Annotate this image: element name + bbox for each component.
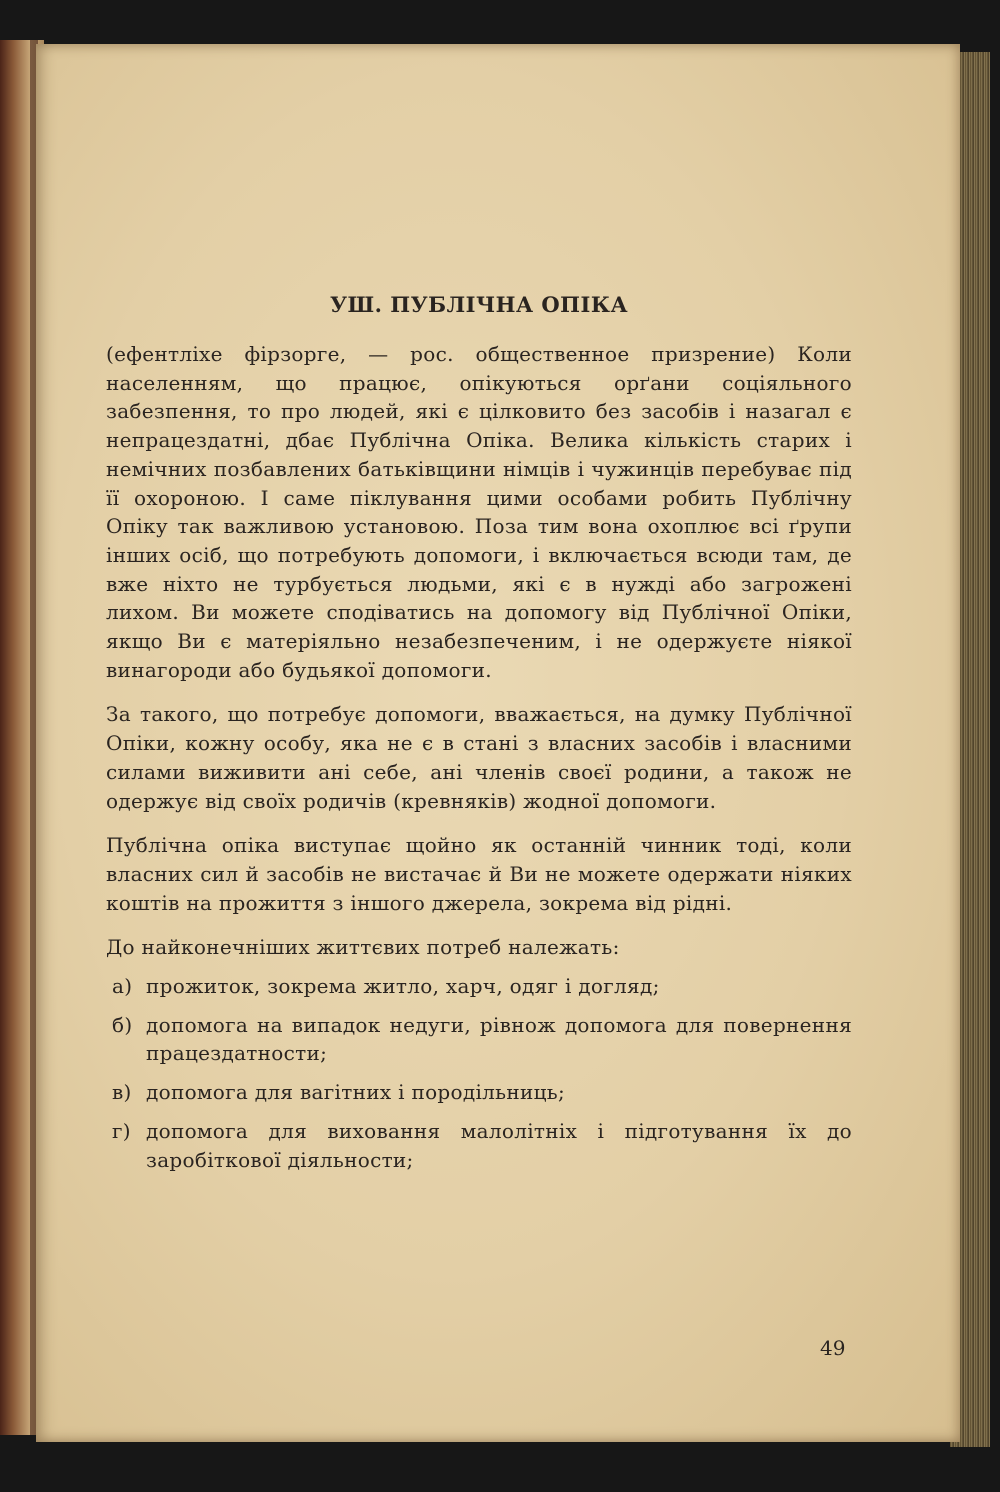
paragraph-eligibility: За такого, що потребує допомоги, вважається, на думку Публічної Опіки, кожну особу, яка не є в стані з власних засобів і власними силами виживити ані себе, ані членів своєї родини, а також не одержує від своїх родичів (кревняків) жодної допомоги. [106, 702, 852, 813]
list-item-text: допомога для виховання малолітніх і підготування їх до заробіткової діяльности; [146, 1118, 852, 1172]
list-item-text: допомога на випадок недуги, рівнож допомога для повернення працездатности; [146, 1012, 852, 1066]
list-item [106, 972, 852, 1001]
list-item-text: прожиток, зокрема житло, харч, одяг і догляд; [146, 974, 660, 999]
chapter-title: УШ. ПУБЛІЧНА ОПІКА [329, 292, 629, 317]
list-item-text: допомога для вагітних і породільниць; [146, 1080, 566, 1105]
paragraph-last-resort: Публічна опіка виступає щойно як останній чинник тоді, коли власних сил й засобів не вистачає й Ви не можете одержати ніяких коштів на прожиття з іншого джерела, зокрема від рідні. [106, 833, 852, 915]
list-item [106, 1011, 852, 1068]
list-marker: г) [112, 1118, 131, 1143]
paragraph-needs-intro: До найконечніших життєвих потреб належать: [106, 935, 620, 960]
list-item [106, 1117, 852, 1174]
list-marker: в) [112, 1080, 132, 1105]
list-marker: б) [112, 1012, 133, 1037]
book-page [36, 44, 960, 1442]
list-marker: а) [112, 974, 133, 999]
page-number: 49 [820, 1336, 846, 1360]
needs-list [106, 972, 852, 1174]
page-content [106, 292, 852, 1184]
paragraph-intro: (ефентліхе фірзорге, — рос. общественное призрение) Коли населенням, що працює, опікуються орґани соціяльного забезпення, то про людей, які є цілковито без засобів і назагал є непрацездатні, дбає Публічна Опіка. Велика кількість старих і немічних позбавлених батьківщини німців і чужинців перебуває під її охороною. І саме піклування цими особами робить Публічну Опіку так важливою установою. Поза тим вона охоплює всі ґрупи інших осіб, що потребують допомоги, і включається всюди там, де вже ніхто не турбується людьми, які є в нужді або загрожені лихом. Ви можете сподіватись на допомогу від Публічної Опіки, якщо Ви є матеріяльно незабезпеченим, і не одержуєте ніякої винагороди або будьякої допомоги. [106, 342, 852, 682]
list-item [106, 1078, 852, 1107]
